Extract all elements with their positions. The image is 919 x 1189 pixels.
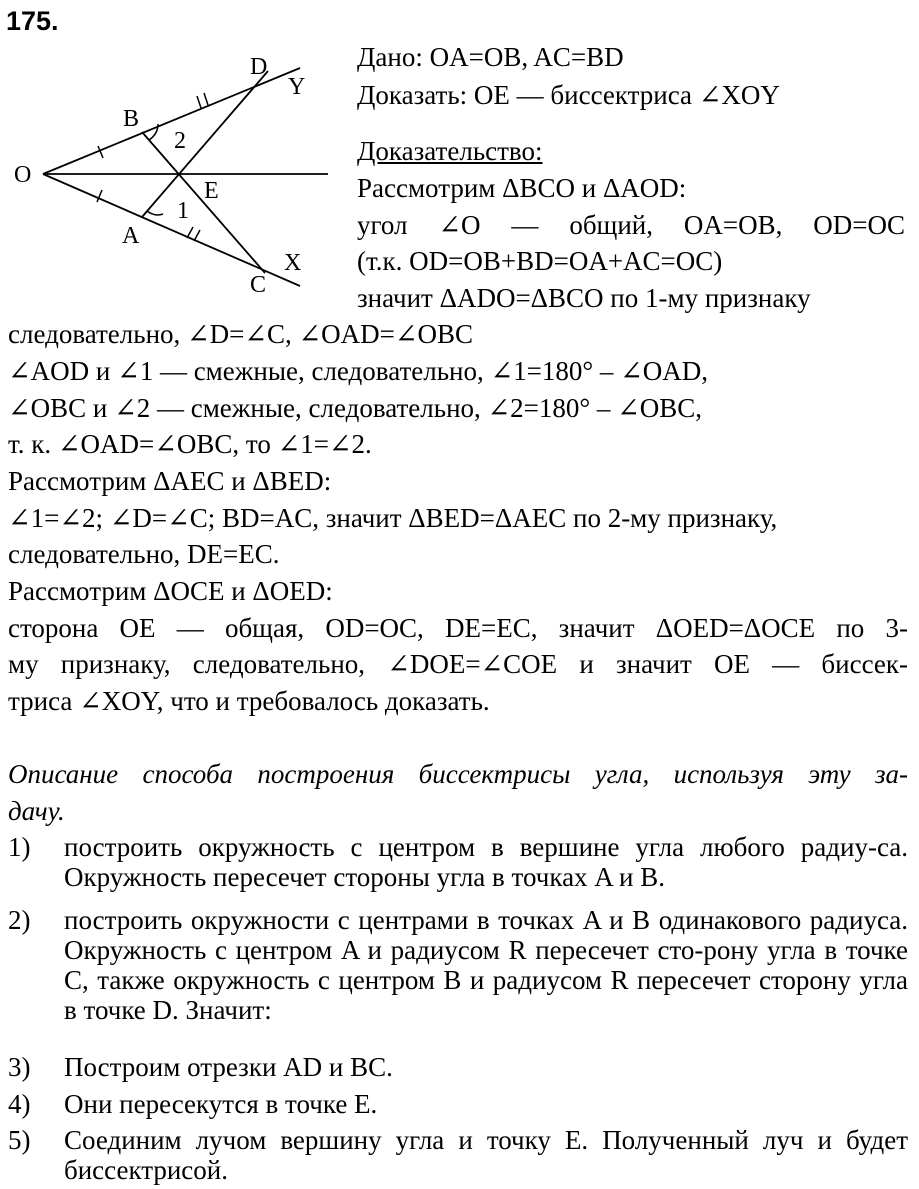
proof-line-6: ∠AOD и ∠1 — смежные, следовательно, ∠1=180° – ∠OAD, bbox=[8, 356, 709, 386]
proof-line-15: триса ∠XOY, что и требовалось доказать. bbox=[8, 686, 490, 716]
proof-line-7: ∠OBC и ∠2 — смежные, следовательно, ∠2=180° – ∠OBC, bbox=[8, 393, 703, 423]
label-x: X bbox=[284, 250, 302, 276]
method-step-4 bbox=[0, 1089, 919, 1126]
label-e: E bbox=[204, 178, 219, 204]
angle-arc-1 bbox=[147, 211, 163, 215]
step-number: 1) bbox=[8, 832, 31, 862]
method-step-2 bbox=[0, 905, 919, 1052]
method-title-2: дачу. bbox=[8, 796, 65, 826]
label-y: Y bbox=[288, 74, 306, 100]
step-number: 3) bbox=[8, 1052, 31, 1082]
label-angle-1: 1 bbox=[177, 198, 189, 224]
proof-line-9: Рассмотрим ΔAEC и ΔBED: bbox=[8, 466, 332, 496]
label-angle-2: 2 bbox=[174, 128, 186, 154]
method-step-3 bbox=[0, 1052, 919, 1089]
geometry-figure bbox=[8, 48, 344, 298]
proof-heading: Доказательство: bbox=[357, 136, 543, 166]
method-step-1 bbox=[0, 832, 919, 906]
label-b: B bbox=[123, 106, 140, 132]
method-title-1: Описание способа построения биссектрисы угла, используя эту за- bbox=[8, 759, 908, 789]
tick-ac-1 bbox=[187, 227, 193, 238]
step-number: 5) bbox=[8, 1125, 31, 1155]
proof-line-14: му признаку, следовательно, ∠DOE=∠COE и значит OE — биссек- bbox=[8, 649, 908, 679]
tick-bd-1 bbox=[197, 96, 201, 108]
proof-line-11: следовательно, DE=EC. bbox=[8, 539, 280, 569]
method-step-5 bbox=[0, 1125, 919, 1189]
proof-line-12: Рассмотрим ΔOCE и ΔOED: bbox=[8, 576, 333, 606]
proof-line-8: т. к. ∠OAD=∠OBC, то ∠1=∠2. bbox=[8, 429, 372, 459]
label-o: O bbox=[14, 162, 32, 188]
label-d: D bbox=[250, 54, 268, 80]
step-number: 4) bbox=[8, 1089, 31, 1119]
proof-line-1: Рассмотрим ΔBCO и ΔAOD: bbox=[357, 173, 687, 203]
label-a: A bbox=[122, 223, 140, 249]
problem-number: 175. bbox=[6, 6, 59, 36]
step-text: Соединим лучом вершину угла и точку E. Полученный луч и будет биссектрисой. bbox=[64, 1125, 908, 1185]
ray-oy bbox=[43, 68, 300, 174]
label-c: C bbox=[250, 272, 267, 298]
proof-line-5: следовательно, ∠D=∠C, ∠OAD=∠OBC bbox=[8, 319, 473, 349]
tick-ac-2 bbox=[194, 230, 200, 241]
proof-line-3: (т.к. OD=OB+BD=OA+AC=OC) bbox=[357, 246, 723, 276]
proof-line-10: ∠1=∠2; ∠D=∠C; BD=AC, значит ΔBED=ΔAEC по 2-му признаку, bbox=[8, 503, 778, 533]
proof-line-4: значит ΔADO=ΔBCO по 1-му признаку bbox=[357, 283, 811, 313]
step-text: Построим отрезки AD и BC. bbox=[64, 1052, 393, 1082]
given-line: Дано: OA=OB, AC=BD bbox=[357, 42, 624, 72]
tick-ob bbox=[98, 146, 103, 158]
tick-bd-2 bbox=[204, 93, 208, 105]
proof-line-2: угол ∠O — общий, OA=OB, OD=OC bbox=[357, 210, 905, 240]
prove-line: Доказать: OE — биссектриса ∠XOY bbox=[357, 80, 780, 110]
step-text: построить окружность с центром в вершине угла любого радиу-са. Окружность пересечет стороны угла в точках A и B. bbox=[64, 832, 908, 892]
step-text: построить окружности с центрами в точках A и B одинакового радиуса. Окружность с центром A и радиусом R пересечет сто-рону угла в точке C, также окружность с центром B и радиусом R пересечет сторону угла в точке D. Значит: bbox=[64, 905, 908, 1025]
step-number: 2) bbox=[8, 905, 31, 935]
proof-line-13: сторона OE — общая, OD=OC, DE=EC, значит ΔOED=ΔOCE по 3- bbox=[8, 613, 908, 643]
step-text: Они пересекутся в точке E. bbox=[64, 1089, 378, 1119]
